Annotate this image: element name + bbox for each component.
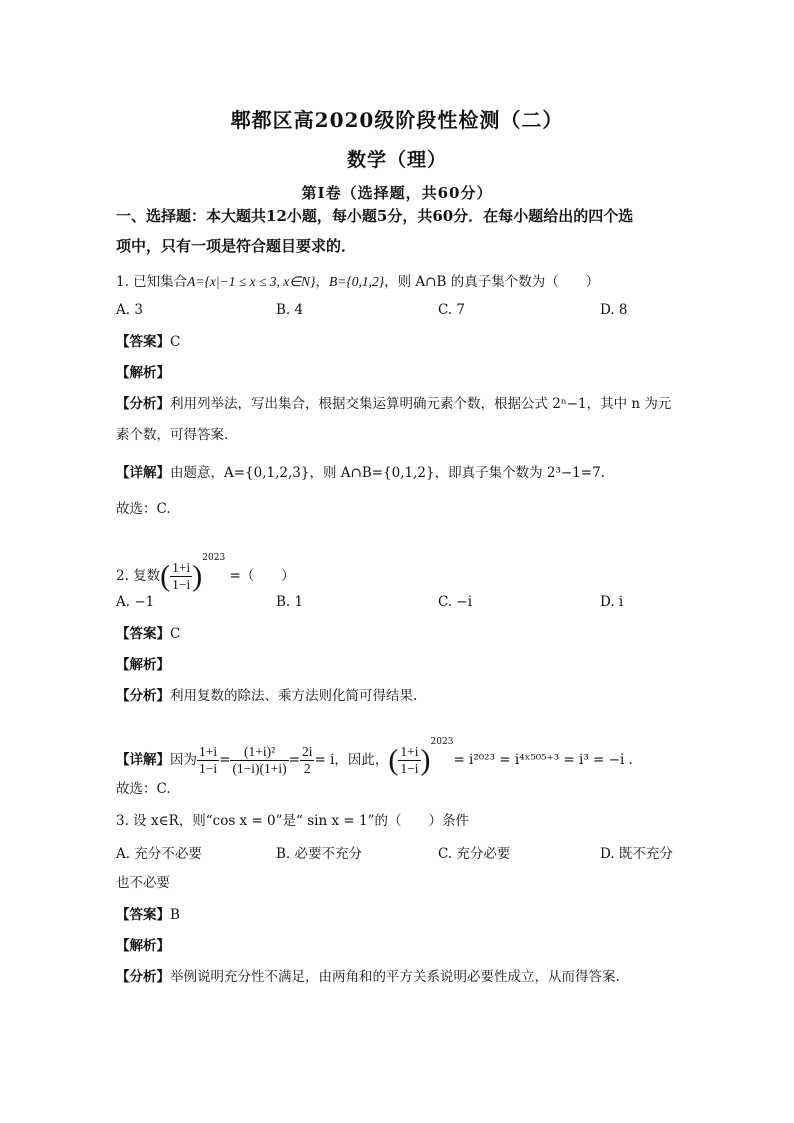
q2-detail-mid: = i，因此， [314,752,389,768]
q1-option-c: C. 7 [438,302,466,318]
q2-detail-exponent: 2023 [430,737,454,747]
q1-answer-tag: 【答案】 [116,334,170,350]
q1-answer-row [116,332,686,352]
q1-set-b: B={0,1,2} [328,274,385,289]
q3-fenxi-tag: 【分析】 [116,969,170,985]
q2-analysis-tag: 【解析】 [116,657,170,673]
q1-fenxi-row [116,394,686,414]
q2-detail-frac4-den: 1−i [400,761,419,776]
q2-detail-frac3-den: 2 [303,761,311,776]
q1-detail-row [116,463,686,483]
q3-answer: B [170,907,180,923]
q2-detail-frac4-num: 1+i [400,744,419,759]
q1-sep: ， [315,274,329,290]
q2-detail-right-paren: ) [420,743,431,777]
q3-analysis-tag: 【解析】 [116,938,170,954]
q2-option-b: B. 1 [276,594,304,610]
q2-fenxi-tag: 【分析】 [116,688,170,704]
q2-fenxi-row [116,686,686,706]
q1-fenxi-line2: 素个数，可得答案. [116,427,229,443]
q3-answer-row [116,905,686,925]
q2-answer: C [170,626,181,642]
q2-detail-row [116,722,686,781]
q1-detail-text: 由题意，A={0,1,2,3}，则 A∩B={0,1,2}，即真子集个数为 2³−1=7. [170,465,605,481]
q2-detail-frac2-den: (1−i)(1+i) [232,761,287,776]
q2-denominator: 1−i [172,577,191,592]
q2-fraction [170,560,192,593]
q1-option-b: B. 4 [276,302,304,318]
q2-option-d: D. i [600,594,624,610]
q2-prefix: 2. 复数 [116,568,161,584]
q1-detail-tag: 【详解】 [116,465,170,481]
q3-option-b: B. 必要不充分 [276,846,363,862]
q3-option-d: D. 既不充分 [600,846,673,862]
q1-analysis-tag: 【解析】 [116,365,170,381]
q2-detail-frac3-num: 2i [301,744,313,759]
q1-stem [116,272,686,292]
q2-detail-frac3 [300,744,315,777]
q1-fenxi-tag: 【分析】 [116,396,170,412]
page-title: 郫都区高2020级阶段性检测（二） [230,108,564,132]
q2-detail-frac4 [398,744,420,777]
q2-detail-pre: 因为 [170,752,197,768]
q3-option-c: C. 充分必要 [438,846,511,862]
q2-detail-frac2-num: (1+i)² [230,744,288,761]
q2-exponent: 2023 [202,553,226,563]
q1-set-a: A={x|−1 ≤ x ≤ 3, x∈N} [187,274,316,289]
q2-answer-tag: 【答案】 [116,626,170,642]
q2-option-c: C. −i [438,594,473,610]
q2-numerator: 1+i [172,560,191,575]
q3-option-a: A. 充分不必要 [116,846,202,862]
q3-fenxi-text: 举例说明充分性不满足，由两角和的平方关系说明必要性成立，从而得答案. [170,969,620,985]
q2-detail-frac2 [230,744,288,777]
q3-fenxi-row [116,967,686,987]
section-instruction-line1: 一、选择题：本大题共12小题，每小题5分，共60分．在每小题给出的四个选 [116,207,634,225]
q3-option-d-wrap: 也不必要 [116,875,170,891]
q2-stem [116,538,686,597]
q2-detail-tag: 【详解】 [116,752,170,768]
q1-answer: C [170,334,181,350]
q1-option-d: D. 8 [600,302,628,318]
q1-conclusion: 故选：C. [116,501,171,517]
q2-eq2: = [288,752,300,768]
q2-eq1: = [219,752,231,768]
q2-detail-end: = i²⁰²³ = i⁴ˣ⁵⁰⁵⁺³ = i³ = −i . [453,752,633,768]
section-instruction-line2: 项中，只有一项是符合题目要求的． [116,237,357,255]
q2-left-paren: ( [160,559,171,593]
q1-option-a: A. 3 [116,302,143,318]
q1-suffix: ，则 A∩B 的真子集个数为（ ） [384,274,600,290]
q2-detail-frac1-den: 1−i [199,761,218,776]
subject-title: 数学（理） [346,149,447,171]
q3-answer-tag: 【答案】 [116,907,170,923]
q2-right-paren: ) [192,559,203,593]
q2-conclusion: 故选：C. [116,781,171,797]
q1-fenxi-text: 利用列举法，写出集合，根据交集运算明确元素个数，根据公式 2ⁿ−1，其中 n 为元 [170,396,672,412]
q1-prefix: 1. 已知集合 [116,274,188,290]
q2-option-a: A. −1 [116,594,155,610]
q3-stem: 3. 设 x∈R，则“cos x = 0”是“ sin x = 1”的（ ）条件 [116,813,469,829]
q2-fenxi-text: 利用复数的除法、乘方法则化简可得结果. [170,688,418,704]
q2-detail-frac1-num: 1+i [199,744,218,759]
q2-detail-frac1 [197,744,219,777]
volume-title: 第Ⅰ卷（选择题，共60分） [301,184,493,202]
q2-suffix: =（ ） [229,568,295,584]
q2-detail-left-paren: ( [388,743,399,777]
q2-answer-row [116,624,686,644]
